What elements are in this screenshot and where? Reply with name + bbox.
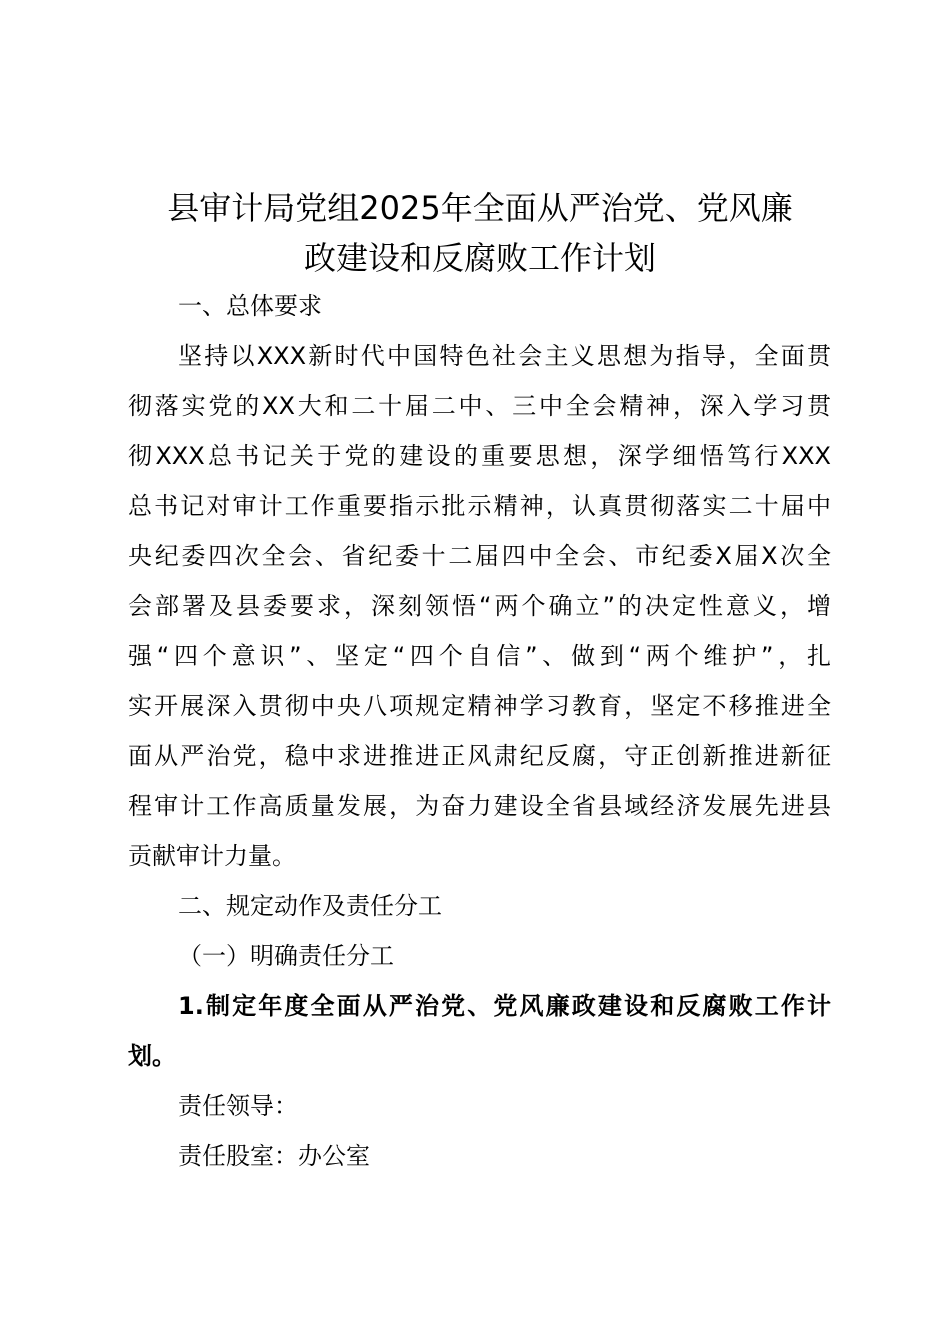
paragraph-line: 会部署及县委要求，深刻领悟“两个确立”的决定性意义，增 [128,592,831,620]
paragraph-line: 彻XXX总书记关于党的建设的重要思想，深学细悟笃行XXX [128,442,831,470]
document-title-line-1: 县审计局党组2025年全面从严治党、党风廉 [167,189,793,227]
paragraph-line: 央纪委四次全会、省纪委十二届四中全会、市纪委X届X次全 [128,542,831,570]
subsection-heading: （一）明确责任分工 [178,942,394,970]
paragraph-line: 坚持以XXX新时代中国特色社会主义思想为指导，全面贯 [178,342,831,370]
paragraph-line: 实开展深入贯彻中央八项规定精神学习教育，坚定不移推进全 [128,692,831,720]
paragraph-line: 贡献审计力量。 [128,842,296,870]
item-heading-line: 1.制定年度全面从严治党、党风廉政建设和反腐败工作计 [178,992,831,1020]
paragraph-line: 强“四个意识”、坚定“四个自信”、做到“两个维护”，扎 [128,642,831,670]
paragraph-line: 面从严治党，稳中求进推进正风肃纪反腐，守正创新推进新征 [128,742,831,770]
document-title-line-2: 政建设和反腐败工作计划 [303,239,656,277]
paragraph-line: 程审计工作高质量发展，为奋力建设全省县域经济发展先进县 [128,792,831,820]
paragraph-line: 彻落实党的XX大和二十届二中、三中全会精神，深入学习贯 [128,392,831,420]
responsible-leader: 责任领导： [178,1092,298,1120]
section-heading-duties: 二、规定动作及责任分工 [178,892,442,920]
item-heading-line: 划。 [128,1042,176,1070]
responsible-department: 责任股室：办公室 [178,1142,370,1170]
section-heading-overall-requirements: 一、总体要求 [178,292,322,320]
paragraph-line: 总书记对审计工作重要指示批示精神，认真贯彻落实二十届中 [128,492,831,520]
